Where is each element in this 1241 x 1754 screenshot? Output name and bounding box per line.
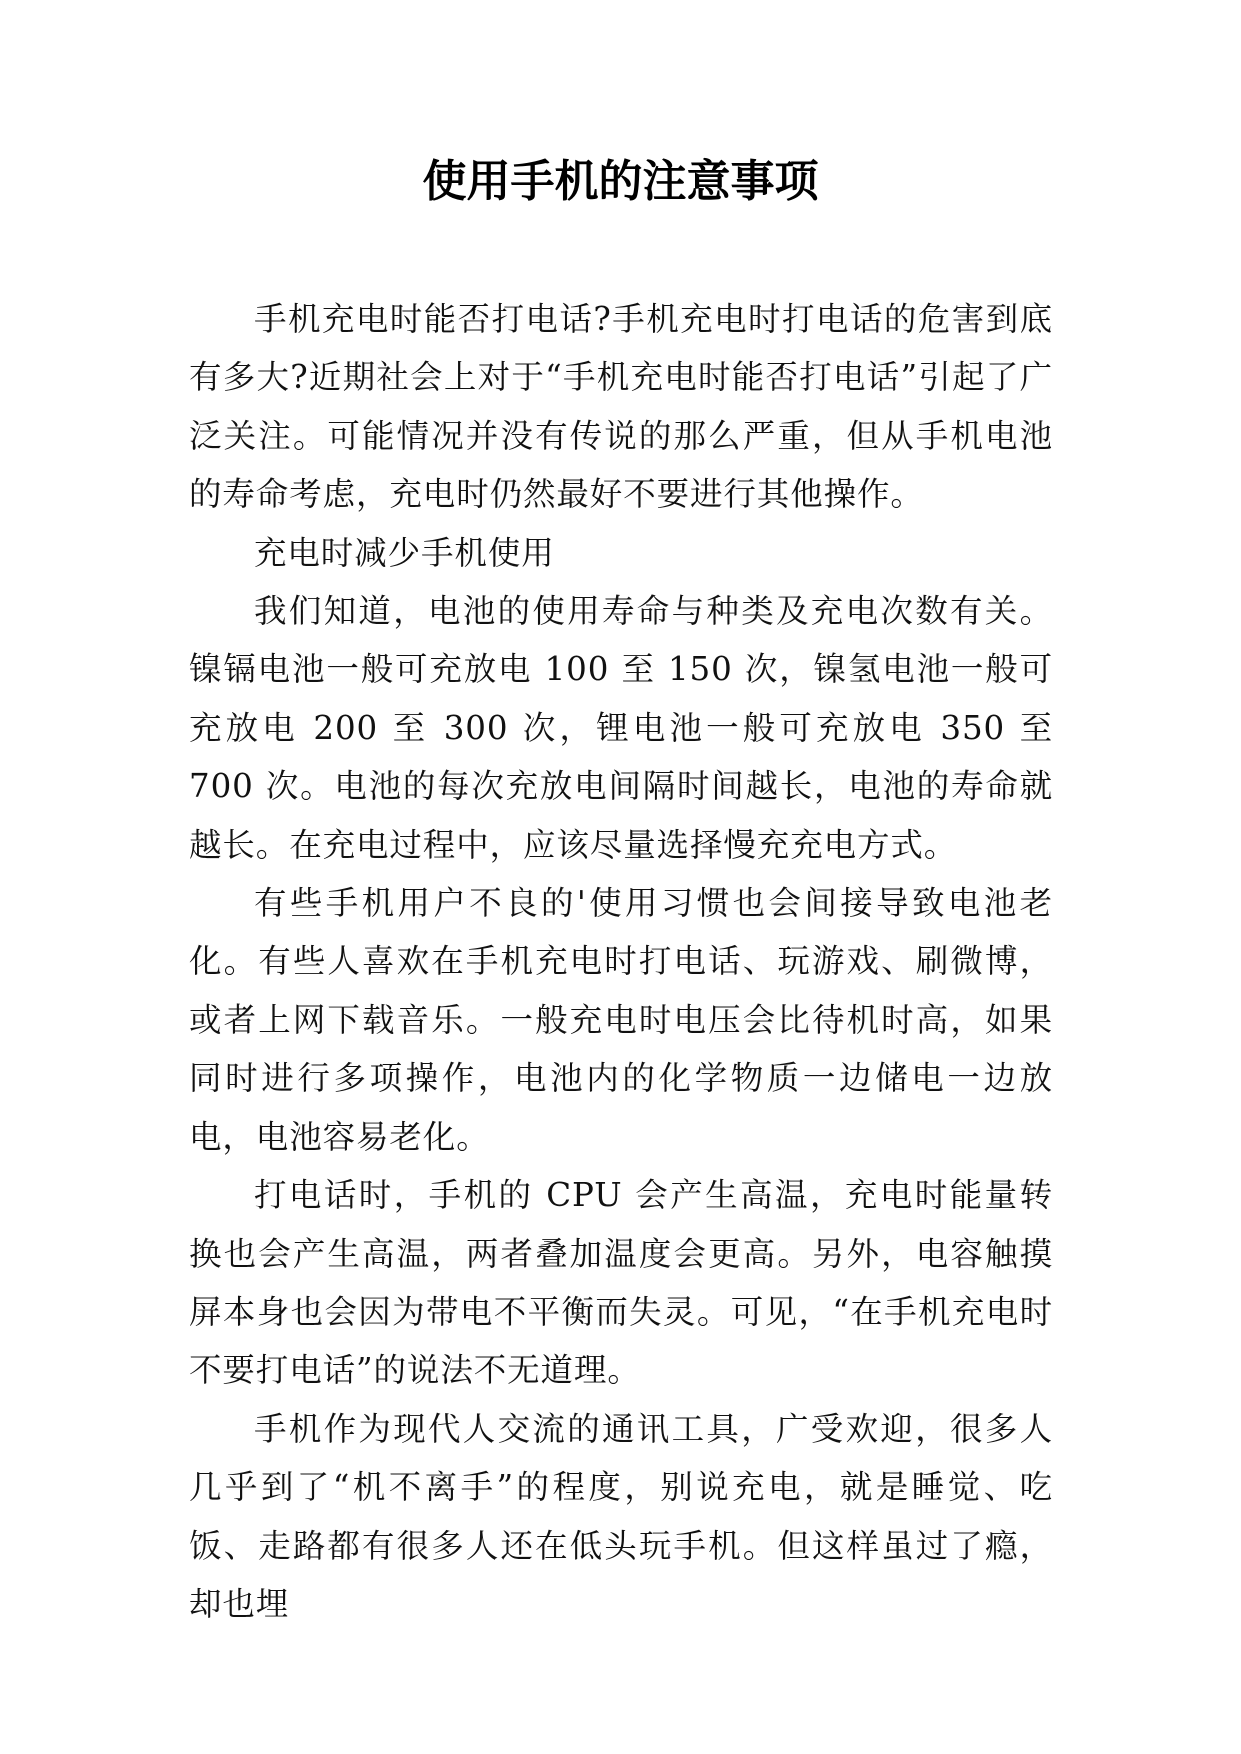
document-title: 使用手机的注意事项 — [422, 156, 819, 207]
paragraph-bad-habits: 有些手机用户不良的'使用习惯也会间接导致电池老化。有些人喜欢在手机充电时打电话、玩游戏、刷微博，或者上网下载音乐。一般充电时电压会比待机时高，如果同时进行多项操作，电池内的化学物质一边储电一边放电，电池容易老化。 — [189, 884, 1053, 1156]
document-body — [189, 290, 1053, 1633]
paragraph-heat: 打电话时，手机的 CPU 会产生高温，充电时能量转换也会产生高温，两者叠加温度会更高。另外，电容触摸屏本身也会因为带电不平衡而失灵。可见，“在手机充电时不要打电话”的说法不无道理。 — [189, 1176, 1053, 1390]
paragraph-subheading: 充电时减少手机使用 — [254, 533, 555, 572]
paragraph-battery-life: 我们知道，电池的使用寿命与种类及充电次数有关。镍镉电池一般可充放电 100 至 150 次，镍氢电池一般可充放电 200 至 300 次，锂电池一般可充放电 350 至 700 次。电池的每次充放电间隔时间越长，电池的寿命就越长。在充电过程中，应该尽量选择慢充充电方式。 — [189, 592, 1053, 864]
paragraph-intro: 手机充电时能否打电话?手机充电时打电话的危害到底有多大?近期社会上对于“手机充电时能否打电话”引起了广泛关注。可能情况并没有传说的那么严重，但从手机电池的寿命考虑，充电时仍然最好不要进行其他操作。 — [189, 300, 1053, 514]
paragraph-phone-usage: 手机作为现代人交流的通讯工具，广受欢迎，很多人几乎到了“机不离手”的程度，别说充电，就是睡觉、吃饭、走路都有很多人还在低头玩手机。但这样虽过了瘾，却也埋 — [189, 1409, 1053, 1623]
